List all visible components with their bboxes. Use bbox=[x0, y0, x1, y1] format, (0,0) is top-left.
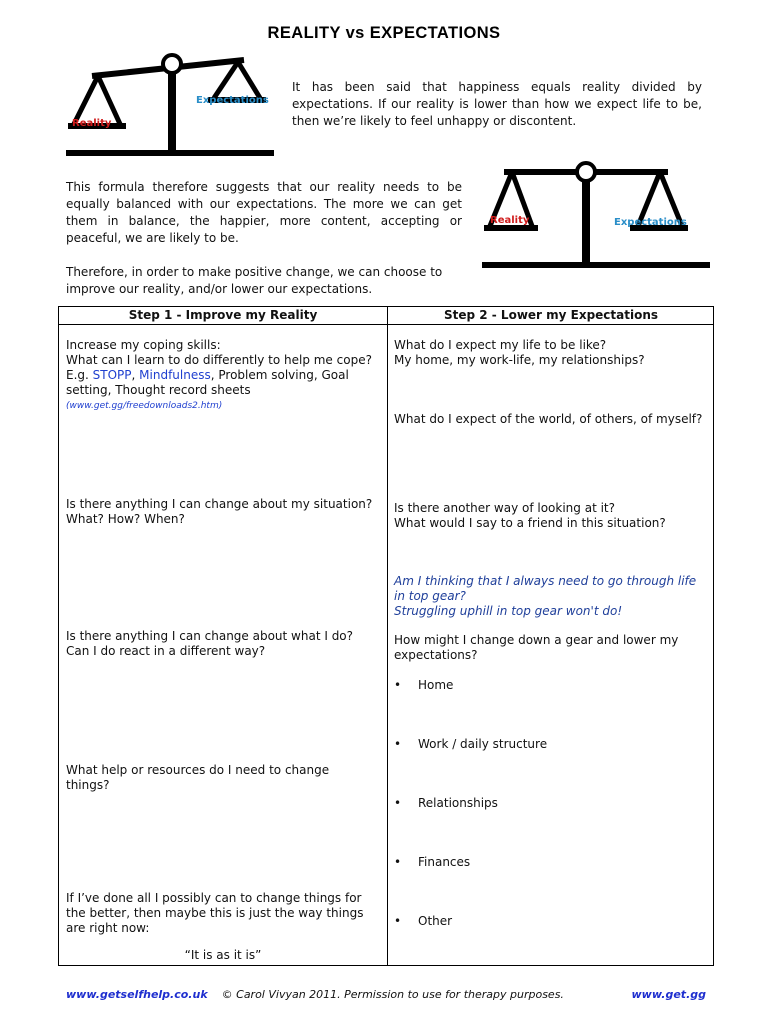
header-divider bbox=[59, 324, 713, 325]
footer-left-link[interactable]: www.getselfhelp.co.uk bbox=[66, 988, 208, 1001]
change-gear-question: How might I change down a gear and lower my expectations? bbox=[394, 633, 679, 662]
copyright-text: © Carol Vivyan 2011. Permission to use for therapy purposes. bbox=[221, 988, 564, 1001]
another-way-question: Is there another way of looking at it? What would I say to a friend in this situation? bbox=[394, 501, 666, 530]
coping-heading: Increase my coping skills: bbox=[66, 338, 221, 352]
scale-balanced-illustration bbox=[478, 152, 718, 278]
column-divider bbox=[387, 307, 388, 965]
what-how-when: What? How? When? bbox=[66, 512, 185, 526]
top-gear-text: Am I thinking that I always need to go through life in top gear? Struggling uphill in top gear won't do! bbox=[394, 574, 697, 618]
list-item: • Home bbox=[394, 678, 454, 692]
expect-life-question: What do I expect my life to be like? My home, my work-life, my relationships? bbox=[394, 338, 645, 367]
intro-paragraph-1: It has been said that happiness equals reality divided by expectations. If our reality is lower than how we expect life to be, then we’re likely to feel unhappy or discontent. bbox=[292, 80, 702, 128]
scale-unbalanced-illustration bbox=[62, 42, 282, 166]
bullet-icon: • bbox=[394, 855, 402, 869]
intro-paragraph-3: Therefore, in order to make positive change, we can choose to improve our reality, and/or lower our expectations. bbox=[66, 265, 443, 296]
situation-question: Is there anything I can change about my situation? What? How? When? bbox=[66, 497, 376, 527]
reality-label: Reality bbox=[72, 118, 112, 129]
mindfulness-link[interactable]: Mindfulness bbox=[139, 368, 211, 382]
bullet-icon: • bbox=[394, 737, 402, 751]
coping-text: What can I learn to do differently to help me cope? E.g. STOPP, Mindfulness, Problem solving, Goal setting, Thought record sheets bbox=[66, 353, 372, 397]
list-item: • Relationships bbox=[394, 796, 498, 810]
stopp-link[interactable]: STOPP bbox=[92, 368, 132, 382]
bullet-icon: • bbox=[394, 678, 402, 692]
bullet-icon: • bbox=[394, 914, 402, 928]
quote-text: “It is as it is” bbox=[184, 948, 262, 962]
do-differently-question: Is there anything I can change about what I do? Can I do react in a different way? bbox=[66, 629, 354, 658]
steps-table bbox=[58, 306, 714, 966]
page-title: REALITY vs EXPECTATIONS bbox=[267, 24, 501, 42]
intro-paragraph-2: This formula therefore suggests that our reality needs to be equally balanced with our expectations. The more we can get them in balance, the happier, more content, accepting or peaceful, we are likely to be. bbox=[66, 180, 462, 245]
done-all-text: If I’ve done all I possibly can to change things for the better, then maybe this is just the way things are right now: bbox=[66, 891, 364, 935]
list-item: • Other bbox=[394, 914, 453, 928]
expect-world-question: What do I expect of the world, of others, of myself? bbox=[394, 412, 703, 426]
col2-header: Step 2 - Lower my Expectations bbox=[443, 308, 659, 322]
list-item: • Work / daily structure bbox=[394, 737, 548, 751]
footer bbox=[66, 988, 706, 1001]
list-item: • Finances bbox=[394, 855, 471, 869]
reality-label: Reality bbox=[490, 215, 530, 226]
footer-right-link[interactable]: www.get.gg bbox=[631, 988, 706, 1001]
free-downloads-link[interactable]: www.get.gg/freedownloads2.htm bbox=[69, 401, 219, 411]
help-resources-question: What help or resources do I need to change things? bbox=[66, 763, 330, 792]
coping-skills-block: Increase my coping skills: What can I learn to do differently to help me cope? E.g. STOPP, Mindfulness, Problem solving, Goal setting, Thought record sheets (www.get.gg/freedownloads2.htm) bbox=[66, 338, 376, 413]
expectations-label: Expectations bbox=[614, 217, 687, 228]
bullet-icon: • bbox=[394, 796, 402, 810]
col1-header: Step 1 - Improve my Reality bbox=[128, 308, 318, 322]
expectations-label: Expectations bbox=[196, 95, 269, 106]
